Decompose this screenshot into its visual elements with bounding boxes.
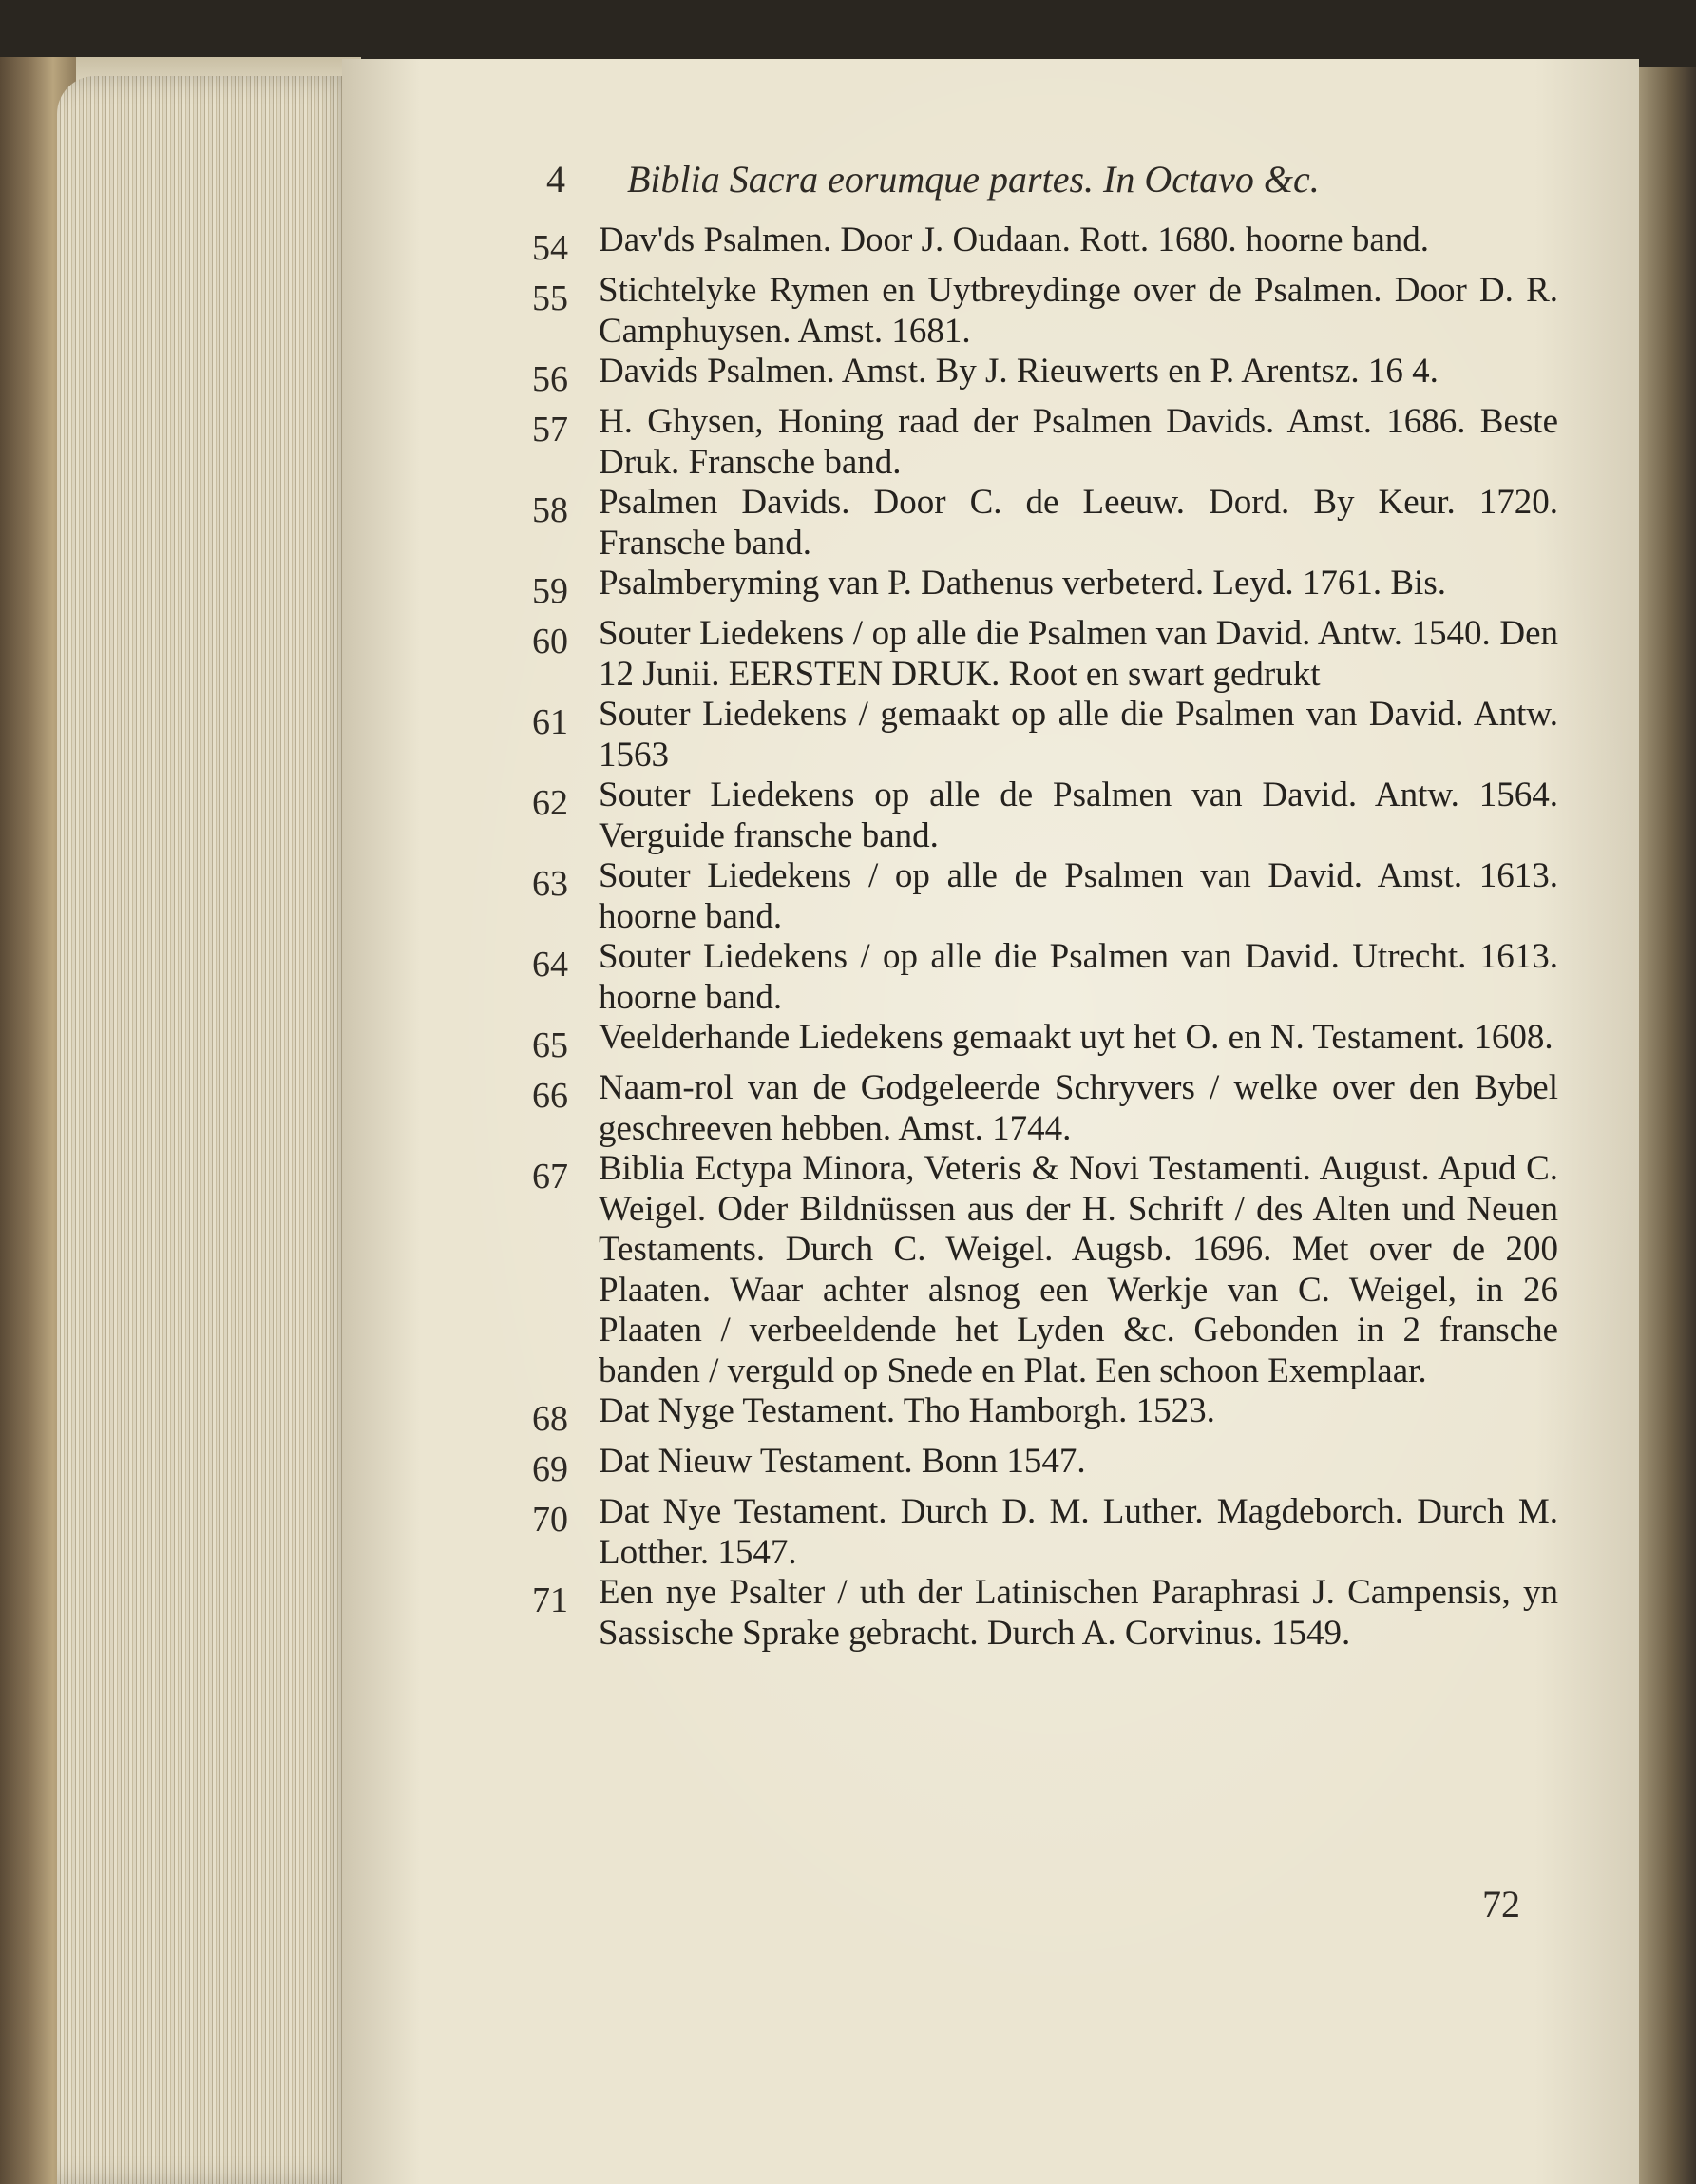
entry-text: Veelderhande Liedekens gemaakt uyt het O. en N. Testament. 1608. bbox=[599, 1018, 1553, 1057]
entry-number: 70 bbox=[532, 1500, 568, 1540]
entry-text: Souter Liedekens / op alle de Psalmen van David. Amst. 1613. hoorne band. bbox=[599, 856, 1558, 936]
right-page-edge bbox=[1634, 67, 1696, 2184]
entry-text: H. Ghysen, Honing raad der Psalmen Davids. Amst. 1686. Beste Druk. Fransche band. bbox=[599, 402, 1558, 482]
entry-text: Dat Nieuw Testament. Bonn 1547. bbox=[599, 1442, 1086, 1481]
entry-text: Dav'ds Psalmen. Door J. Oudaan. Rott. 1680. hoorne band. bbox=[599, 220, 1429, 259]
entry-number: 57 bbox=[532, 410, 568, 450]
catalogue-entry bbox=[532, 937, 1558, 1018]
catalogue-entry bbox=[532, 402, 1558, 483]
entry-text: Dat Nye Testament. Durch D. M. Luther. Magdeborch. Durch M. Lotther. 1547. bbox=[599, 1492, 1558, 1572]
running-head bbox=[546, 157, 1496, 214]
entry-text: Biblia Ectypa Minora, Veteris & Novi Testamenti. August. Apud C. Weigel. Oder Bildnüssen aus der H. Schrift / des Alten und Neuen Testaments. Durch C. Weigel. Augsb. 1696. Met over de 200 Plaaten. Waar achter alsnog een Werkje van C. Weigel, in 26 Plaaten / verbeeldende het Lyden &c. Gebonden in 2 fransche banden / verguld op Snede en Plat. Een schoon Exemplaar. bbox=[599, 1149, 1558, 1390]
catalogue-entries bbox=[532, 220, 1558, 1654]
left-page-edges bbox=[57, 76, 361, 2184]
catalogue-entry bbox=[532, 1149, 1558, 1391]
entry-number: 62 bbox=[532, 783, 568, 823]
page-number: 4 bbox=[546, 158, 565, 201]
entry-number: 59 bbox=[532, 571, 568, 611]
entry-number: 65 bbox=[532, 1025, 568, 1065]
catalogue-entry bbox=[532, 614, 1558, 695]
entry-number: 66 bbox=[532, 1076, 568, 1116]
catchword: 72 bbox=[1482, 1883, 1520, 1925]
catalogue-entry bbox=[532, 271, 1558, 352]
catalogue-entry bbox=[532, 695, 1558, 776]
entry-number: 58 bbox=[532, 490, 568, 530]
catalogue-entry bbox=[532, 1068, 1558, 1149]
catalogue-entry bbox=[532, 1391, 1558, 1442]
catalogue-entry bbox=[532, 352, 1558, 402]
entry-text: Psalmen Davids. Door C. de Leeuw. Dord. By Keur. 1720. Fransche band. bbox=[599, 483, 1558, 563]
entry-number: 56 bbox=[532, 359, 568, 399]
entry-text: Stichtelyke Rymen en Uytbreydinge over de Psalmen. Door D. R. Camphuysen. Amst. 1681. bbox=[599, 271, 1558, 351]
catalogue-entry bbox=[532, 1492, 1558, 1573]
entry-text: Naam-rol van de Godgeleerde Schryvers / welke over den Bybel geschreeven hebben. Amst. 1744. bbox=[599, 1068, 1558, 1148]
entry-text: Souter Liedekens / gemaakt op alle die Psalmen van David. Antw. 1563 bbox=[599, 695, 1558, 775]
catalogue-entry bbox=[532, 483, 1558, 564]
entry-number: 69 bbox=[532, 1449, 568, 1489]
entry-text: Psalmberyming van P. Dathenus verbeterd. Leyd. 1761. Bis. bbox=[599, 564, 1446, 603]
entry-number: 67 bbox=[532, 1157, 568, 1197]
catalogue-entry bbox=[532, 856, 1558, 937]
catalogue-entry bbox=[532, 1018, 1558, 1068]
entry-text: Souter Liedekens / op alle die Psalmen van David. Antw. 1540. Den 12 Junii. EERSTEN DRUK. Root en swart gedrukt bbox=[599, 614, 1558, 694]
entry-number: 71 bbox=[532, 1581, 568, 1620]
catalogue-entry bbox=[532, 564, 1558, 614]
entry-number: 54 bbox=[532, 228, 568, 268]
entry-text: Souter Liedekens op alle de Psalmen van David. Antw. 1564. Verguide fransche band. bbox=[599, 776, 1558, 855]
entry-number: 63 bbox=[532, 864, 568, 904]
entry-text: Een nye Psalter / uth der Latinischen Paraphrasi J. Campensis, yn Sassische Sprake gebracht. Durch A. Corvinus. 1549. bbox=[599, 1573, 1558, 1653]
running-title: Biblia Sacra eorumque partes. In Octavo &c. bbox=[627, 158, 1320, 201]
entry-text: Davids Psalmen. Amst. By J. Rieuwerts en P. Arentsz. 16 4. bbox=[599, 352, 1439, 391]
entry-text: Souter Liedekens / op alle die Psalmen van David. Utrecht. 1613. hoorne band. bbox=[599, 937, 1558, 1017]
entry-text: Dat Nyge Testament. Tho Hamborgh. 1523. bbox=[599, 1391, 1215, 1430]
catalogue-entry bbox=[532, 776, 1558, 856]
entry-number: 55 bbox=[532, 278, 568, 318]
entry-number: 68 bbox=[532, 1399, 568, 1439]
entry-number: 64 bbox=[532, 945, 568, 985]
entry-number: 61 bbox=[532, 702, 568, 742]
catalogue-entry bbox=[532, 220, 1558, 271]
catalogue-entry bbox=[532, 1442, 1558, 1492]
catalogue-entry bbox=[532, 1573, 1558, 1654]
entry-number: 60 bbox=[532, 622, 568, 661]
